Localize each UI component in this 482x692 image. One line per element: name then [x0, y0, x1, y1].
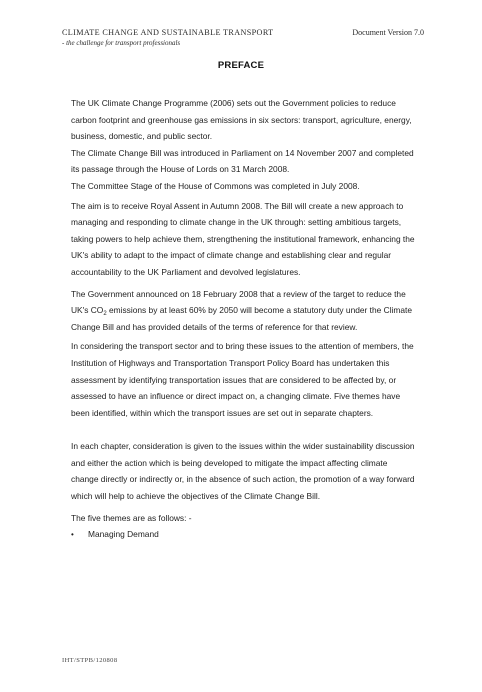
paragraph: The Committee Stage of the House of Commons was completed in July 2008. [71, 180, 360, 191]
paragraph: In considering the transport sector and to bring these issues to the attention of members, the Institution of Highways and Transportation Transport Policy Board has undertaken this assessment by identifying transportation issues that are considered to be affected by, or assessed to have an influence or direct impact on, a changing climate. Five themes have been identified, within which the transport issues are set out in separate chapters. [71, 341, 414, 418]
paragraph: The aim is to receive Royal Assent in Autumn 2008. The Bill will create a new approach to managing and responding to climate change in the UK through: setting ambitious targets, taking powers to help achieve them, strengthening the institutional framework, enhancing the UK's ability to adapt to the impact of climate change and establishing clear and regular accountability to the UK Parliament and devolved legislatures. [71, 200, 415, 277]
document-version: Document Version 7.0 [352, 28, 424, 37]
footer-reference: IHT/STPB/120808 [62, 657, 118, 664]
running-header [62, 27, 273, 49]
body-text [71, 95, 416, 544]
paragraph: In each chapter, consideration is given to the issues within the wider sustainability discussion and either the action which is being developed to mitigate the impact affecting climate change directly or indirectly or, in the absence of such action, the promotion of a way forward which will help to achieve the objectives of the Climate Change Bill. [71, 441, 415, 502]
page-title: PREFACE [217, 60, 265, 71]
subscript: 2 [103, 311, 107, 318]
bullet-icon: • [71, 530, 74, 540]
list-item-text: Managing Demand [88, 529, 159, 540]
paragraph: The five themes are as follows: - [71, 512, 192, 523]
text-run: emissions by at least 60% by 2050 will become a statutory duty under the Climate Change Bill and has provided details of the terms of reference for that review. [71, 305, 413, 332]
paragraph [71, 286, 416, 336]
paragraph: The Climate Change Bill was introduced in Parliament on 14 November 2007 and completed its passage through the House of Lords on 31 March 2008. [71, 147, 414, 175]
header-title: CLIMATE CHANGE AND SUSTAINABLE TRANSPORT [62, 28, 274, 37]
paragraph: The UK Climate Change Programme (2006) sets out the Government policies to reduce carbon footprint and greenhouse gas emissions in six sectors: transport, agriculture, energy, business, domestic, and public sector. [71, 98, 412, 142]
header-subtitle: - the challenge for transport professionals [62, 39, 181, 47]
list-item [71, 526, 416, 544]
text-run: The Government announced on 18 February 2008 that a review of the target to reduce the UK's CO [71, 288, 406, 316]
